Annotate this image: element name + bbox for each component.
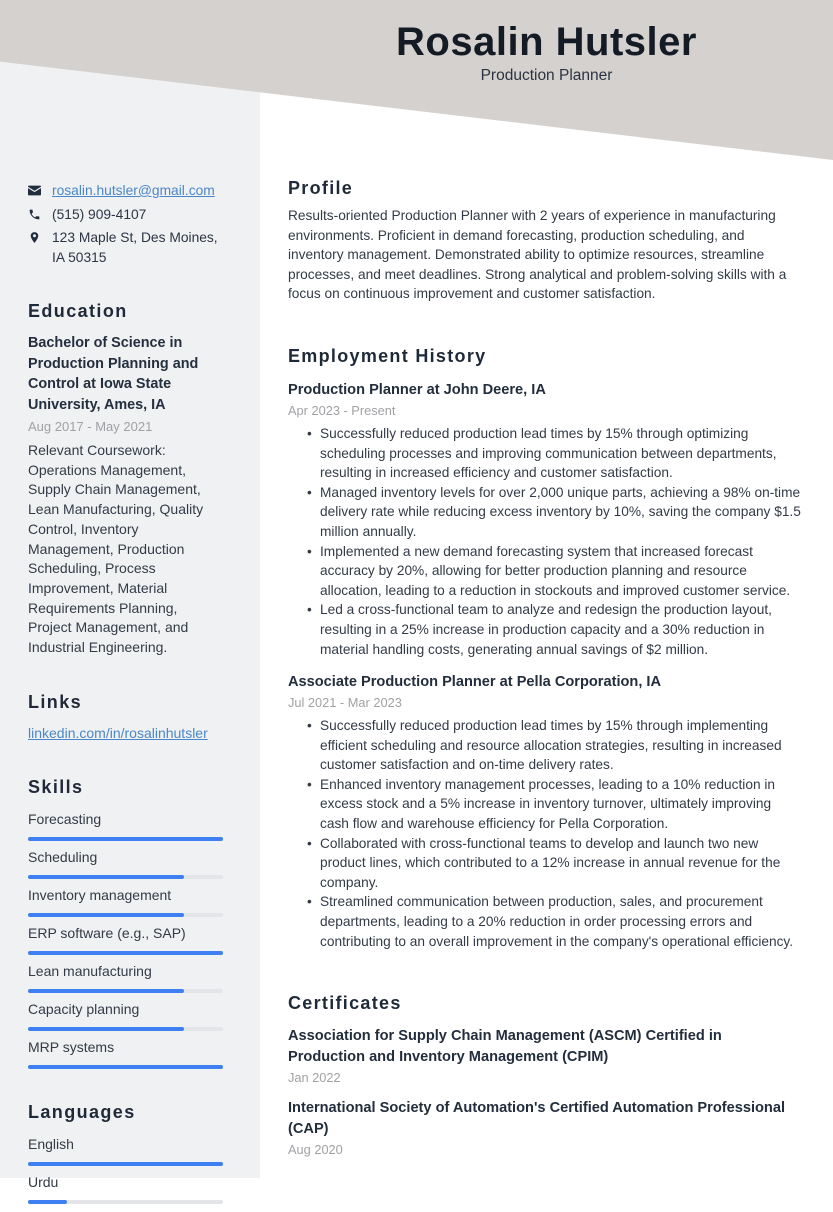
contact-section: [28, 181, 224, 267]
language-item: [28, 1136, 224, 1166]
skill-list: [28, 811, 224, 1069]
education-heading: Education: [28, 301, 128, 321]
phone-icon: [28, 208, 43, 221]
bullet-item: • Enhanced inventory management processes, leading to a 10% reduction in excess stock and a 5% increase in inventory turnover, ultimately improving cash flow and warehouse efficiency for Pella Corporation.: [307, 775, 801, 834]
envelope-icon: [28, 184, 43, 197]
language-bar-fill: [28, 1200, 67, 1204]
skill-item: [28, 887, 224, 917]
skill-label: Forecasting: [28, 810, 102, 827]
skill-bar-fill: [28, 1065, 223, 1069]
skill-label: Inventory management: [28, 886, 172, 903]
language-list: [28, 1136, 224, 1204]
education-description: Relevant Coursework: Operations Management, Supply Chain Management, Lean Manufacturing, Quality Control, Inventory Management, Production Scheduling, Process Improvement, Material Requirements Planning, Project Management, and Industrial Engineering.: [28, 442, 204, 656]
certificates-heading: Certificates: [288, 993, 402, 1014]
language-bar: [28, 1162, 223, 1166]
skills-section: [28, 776, 224, 1069]
skill-item: [28, 1001, 224, 1031]
contact-address-row: [28, 228, 224, 267]
job-dates: Jul 2021 - Mar 2023: [288, 695, 402, 711]
skill-bar-fill: [28, 837, 223, 841]
job-bullets: [307, 716, 801, 951]
certificate-date: Jan 2022: [288, 1070, 341, 1086]
language-label: Urdu: [28, 1173, 59, 1190]
skill-item: [28, 925, 224, 955]
sidebar: [28, 181, 224, 1212]
job-title: Associate Production Planner at Pella Corporation, IA: [288, 674, 662, 691]
profile-heading: Profile: [288, 178, 354, 198]
skill-label: Capacity planning: [28, 1000, 140, 1017]
bullet-item: • Streamlined communication between production, sales, and procurement departments, leading to a 20% reduction in order processing errors and contributing to an overall improvement in the company's operational efficiency.: [307, 892, 801, 951]
contact-email-row: [28, 181, 224, 201]
skill-item: [28, 811, 224, 841]
main-column: [288, 0, 801, 1158]
profile-section: [288, 177, 801, 304]
skill-bar: [28, 875, 223, 879]
links-section: [28, 691, 224, 743]
phone-text: (515) 909-4107: [52, 206, 147, 222]
location-pin-icon: [28, 231, 43, 244]
skill-bar-fill: [28, 951, 223, 955]
person-job-title: Production Planner: [480, 67, 613, 84]
skill-bar: [28, 837, 223, 841]
linkedin-link[interactable]: linkedin.com/in/rosalinhutsler: [28, 724, 208, 741]
skill-label: Lean manufacturing: [28, 962, 152, 979]
job-entry: [288, 672, 801, 951]
job-bullets: [307, 424, 801, 659]
skill-bar: [28, 913, 223, 917]
bullet-item: • Successfully reduced production lead times by 15% through optimizing scheduling processes and improving communication between departments, resulting in increased efficiency and customer satisfaction.: [307, 424, 801, 483]
skill-bar-fill: [28, 989, 184, 993]
skill-bar-fill: [28, 913, 184, 917]
skill-item: [28, 963, 224, 993]
skill-bar-fill: [28, 875, 184, 879]
skills-heading: Skills: [28, 776, 84, 797]
skill-label: MRP systems: [28, 1038, 115, 1055]
skill-bar: [28, 951, 223, 955]
skill-item: [28, 849, 224, 879]
degree-title: Bachelor of Science in Production Planning and Control at Iowa State University, Ames, IA: [28, 335, 199, 413]
certificate-title: Association for Supply Chain Management (ASCM) Certified in Production and Inventory Management (CPIM): [288, 1028, 722, 1065]
certificates-section: [288, 992, 801, 1158]
education-dates: Aug 2017 - May 2021: [28, 419, 153, 434]
language-bar: [28, 1200, 223, 1204]
email-link[interactable]: rosalin.hutsler@gmail.com: [52, 183, 215, 198]
employment-section: [288, 345, 801, 951]
person-name: Rosalin Hutsler: [396, 20, 697, 64]
job-dates: Apr 2023 - Present: [288, 402, 396, 418]
skill-bar: [28, 1065, 223, 1069]
bullet-item: • Managed inventory levels for over 2,000 unique parts, achieving a 98% on-time delivery rate while reducing excess inventory by 10%, saving the company $1.5 million annually.: [307, 483, 801, 542]
link-item: [28, 724, 224, 743]
job-title: Production Planner at John Deere, IA: [288, 381, 546, 398]
skill-label: ERP software (e.g., SAP): [28, 924, 186, 941]
certificate-title: International Society of Automation's Certified Automation Professional (CAP): [288, 1100, 785, 1137]
employment-heading: Employment History: [288, 345, 487, 366]
email-text: [52, 181, 215, 201]
address-text: 123 Maple St, Des Moines, IA 50315: [52, 230, 218, 265]
language-item: [28, 1174, 224, 1204]
bullet-item: • Led a cross-functional team to analyze and redesign the production layout, resulting in a 25% increase in production capacity and a 30% reduction in material handling costs, generating annual savings of $2 million.: [307, 600, 801, 659]
skill-bar: [28, 1027, 223, 1031]
skill-label: Scheduling: [28, 848, 98, 865]
bullet-item: • Successfully reduced production lead times by 15% through implementing efficient scheduling and resource allocation strategies, resulting in increased customer satisfaction and on-time delivery rates.: [307, 716, 801, 775]
skill-bar: [28, 989, 223, 993]
languages-section: [28, 1101, 224, 1204]
profile-text: Results-oriented Production Planner with 2 years of experience in manufacturing environments. Proficient in demand forecasting, production scheduling, and inventory management. Demonstrated ability to optimize resources, streamline processes, and meet deadlines. Strong analytical and problem-solving skills with a focus on continuous improvement and customer satisfaction.: [288, 208, 787, 302]
links-heading: Links: [28, 691, 83, 712]
bullet-item: • Implemented a new demand forecasting system that increased forecast accuracy by 20%, allowing for better production planning and resource allocation, leading to a reduction in stockouts and improved customer service.: [307, 542, 801, 601]
job-entry: [288, 380, 801, 659]
certificate-date: Aug 2020: [288, 1142, 343, 1158]
certificate-entry: [288, 1098, 801, 1158]
skill-item: [28, 1039, 224, 1069]
skill-bar-fill: [28, 1027, 184, 1031]
certificate-entry: [288, 1026, 801, 1086]
language-label: English: [28, 1135, 74, 1152]
language-bar-fill: [28, 1162, 223, 1166]
contact-phone-row: [28, 205, 224, 225]
education-section: [28, 300, 224, 658]
bullet-item: • Collaborated with cross-functional teams to develop and launch two new product lines, which contributed to a 12% increase in annual revenue for the company.: [307, 834, 801, 893]
languages-heading: Languages: [28, 1101, 136, 1122]
